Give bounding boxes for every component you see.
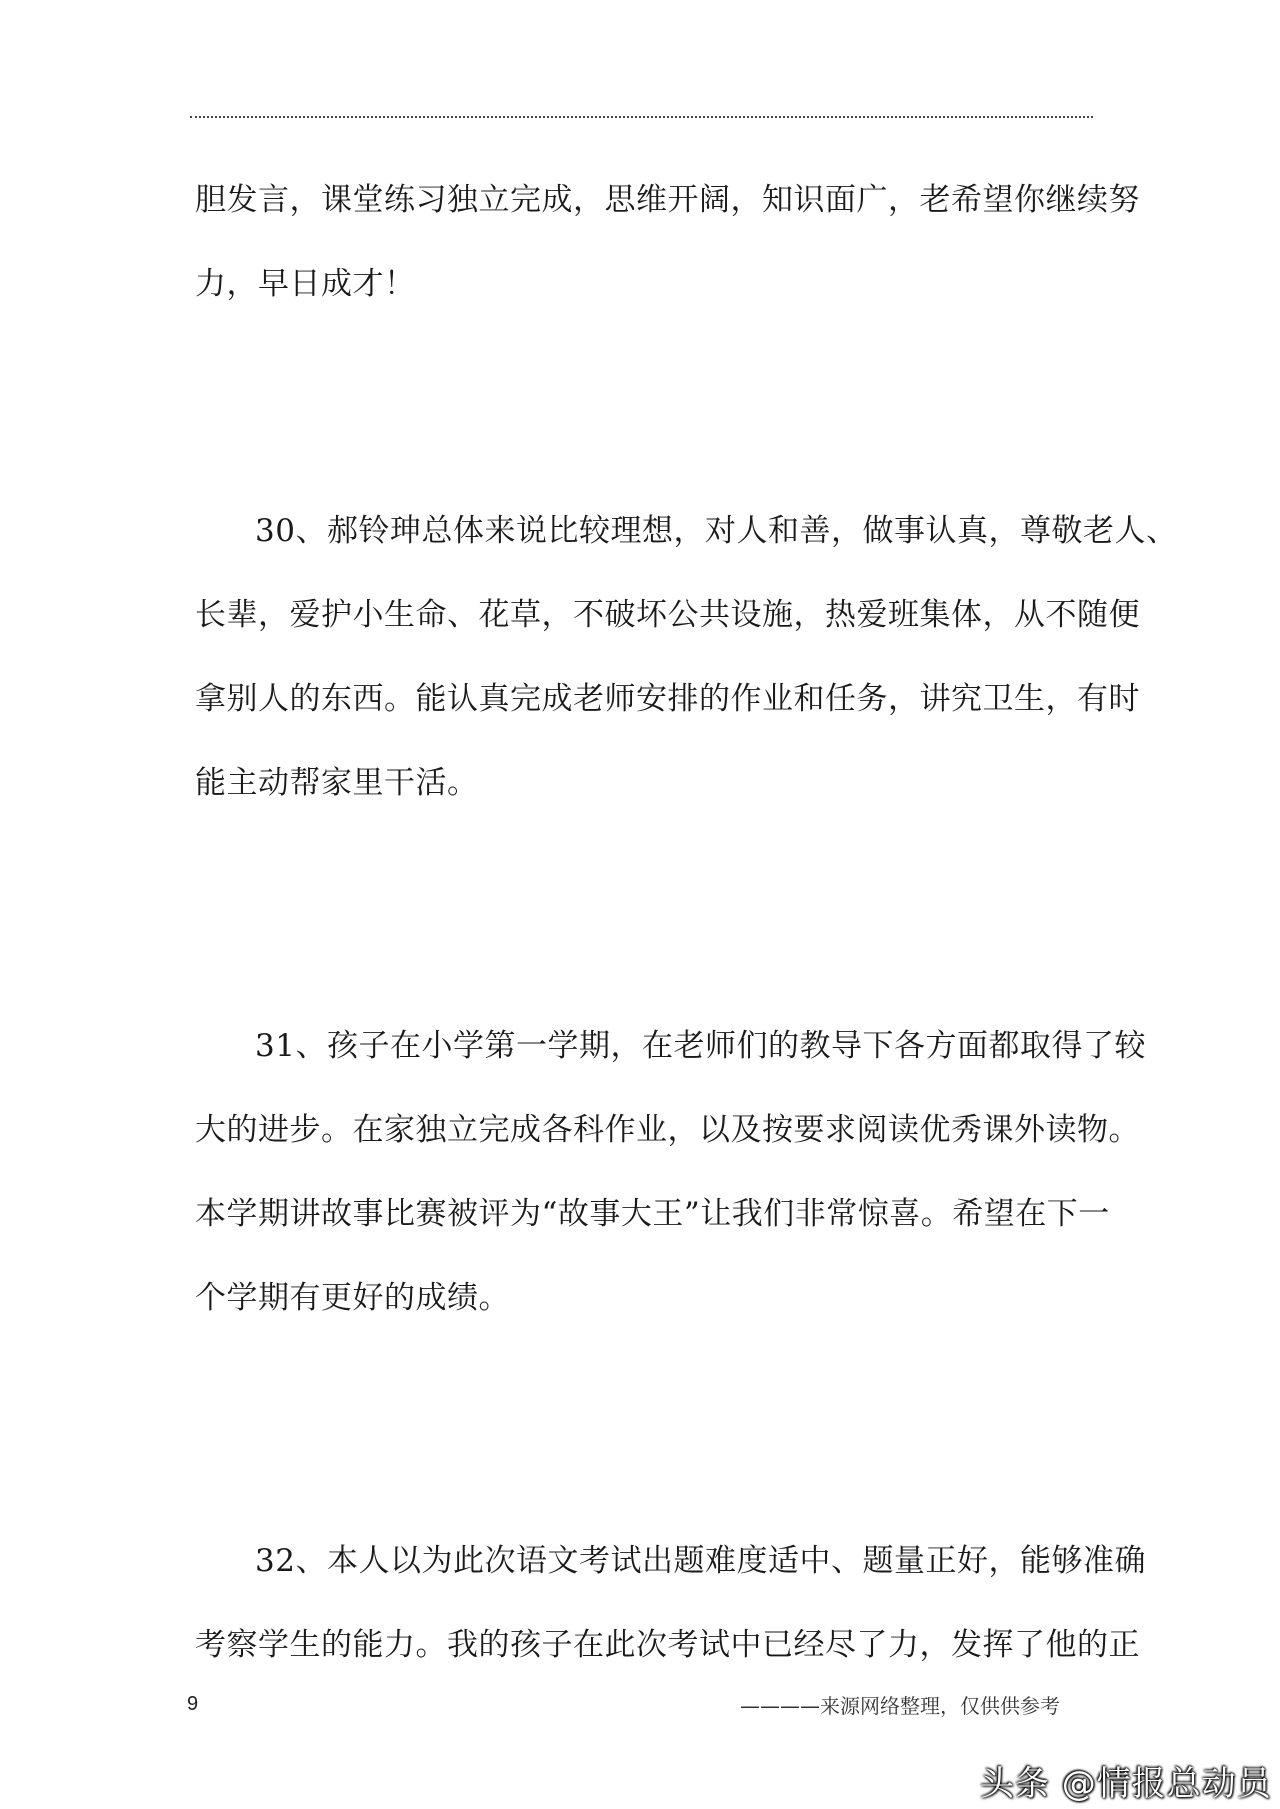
paragraph-line: 拿别人的东西。能认真完成老师安排的作业和任务，讲究卫生，有时 [195,681,1140,717]
page-number: 9 [187,1693,199,1715]
paragraph-line: 胆发言，课堂练习独立完成，思维开阔，知识面广，老希望你继续努 [195,182,1140,218]
paragraph-line: 31、孩子在小学第一学期，在老师们的教导下各方面都取得了较 [255,1028,1146,1064]
paragraph-line: 大的进步。在家独立完成各科作业，以及按要求阅读优秀课外读物。 [195,1112,1140,1148]
watermark: 头条 @情报总动员 [980,1764,1272,1804]
entry-30-paragraph [195,489,1178,825]
paragraph-line: 力，早日成才！ [195,266,416,302]
paragraph-line: 能主动帮家里干活。 [195,765,479,801]
entry-32-paragraph [195,1519,1146,1687]
paragraph-line: 本学期讲故事比赛被评为“故事大王”让我们非常惊喜。希望在下一 [195,1196,1110,1232]
footer-source-note: ————来源网络整理，仅供供参考 [740,1694,1060,1718]
entry-31-paragraph [195,1004,1146,1340]
paragraph-line: 30、郝铃珅总体来说比较理想，对人和善，做事认真，尊敬老人、 [255,513,1178,549]
paragraph-line: 考察学生的能力。我的孩子在此次考试中已经尽了力，发挥了他的正 [195,1627,1140,1663]
paragraph-line: 长辈，爱护小生命、花草，不破坏公共设施，热爱班集体，从不随便 [195,597,1140,633]
continuation-paragraph [195,158,1140,326]
paragraph-line: 个学期有更好的成绩。 [195,1280,510,1316]
header-dotted-rule [190,116,1093,118]
paragraph-line: 32、本人以为此次语文考试出题难度适中、题量正好，能够准确 [255,1543,1146,1579]
